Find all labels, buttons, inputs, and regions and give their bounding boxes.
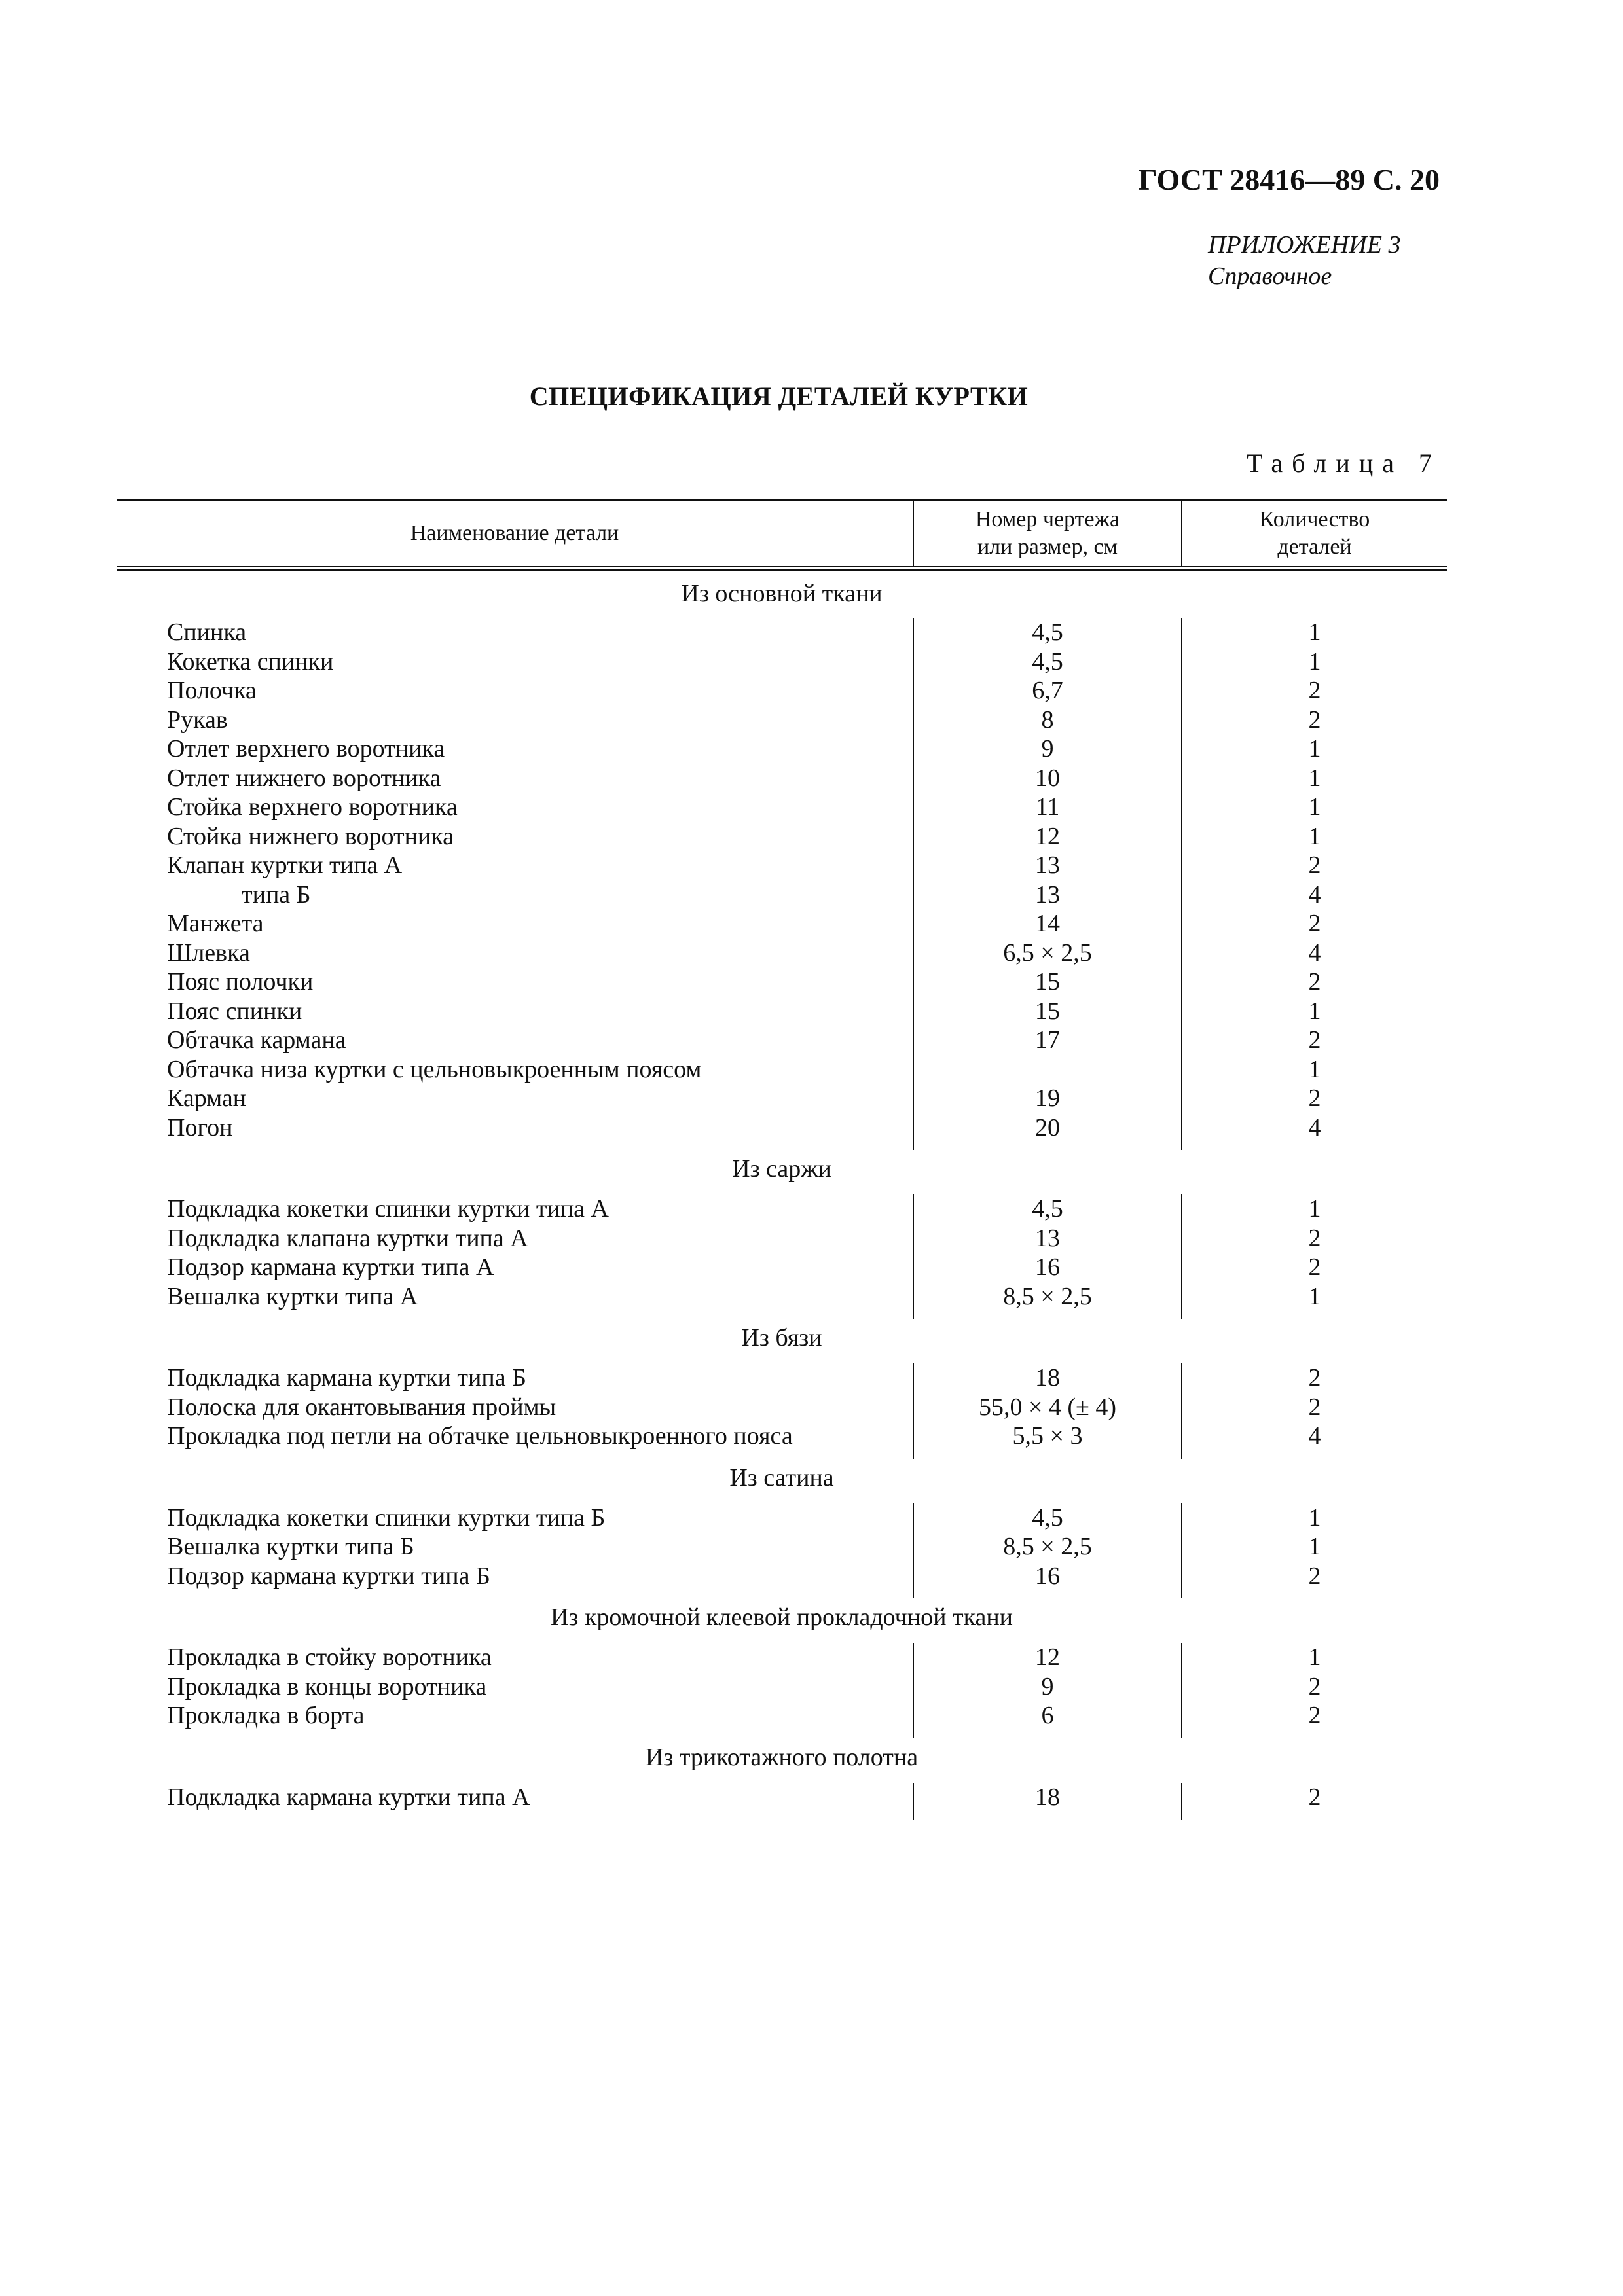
table-row	[117, 1532, 1447, 1562]
table-row	[117, 1194, 1447, 1224]
drawing-number: 9	[913, 1672, 1182, 1702]
detail-name: Пояс полочки	[167, 968, 314, 996]
detail-quantity: 4	[1182, 939, 1447, 968]
detail-name: Стойка верхнего воротника	[167, 793, 458, 821]
detail-name: Подзор кармана куртки типа Б	[167, 1562, 490, 1590]
detail-name: Вешалка куртки типа Б	[167, 1533, 414, 1560]
detail-quantity: 2	[1182, 1672, 1447, 1702]
table-label: Таблица 7	[1246, 448, 1441, 478]
detail-name: Подзор кармана куртки типа А	[167, 1253, 494, 1281]
drawing-number	[913, 1055, 1182, 1085]
table-header-row	[117, 500, 1447, 569]
spacer-cell	[1182, 1311, 1447, 1319]
detail-quantity: 1	[1182, 1055, 1447, 1085]
drawing-number: 9	[913, 734, 1182, 764]
detail-name: Подкладка кокетки спинки куртки типа Б	[167, 1503, 606, 1532]
drawing-number: 11	[913, 793, 1182, 822]
drawing-number: 4,5	[913, 618, 1182, 647]
drawing-number: 17	[913, 1026, 1182, 1055]
spacer-cell	[913, 1590, 1182, 1598]
detail-quantity: 1	[1182, 822, 1447, 852]
table-row	[117, 967, 1447, 997]
spacer-cell	[117, 1142, 913, 1150]
detail-quantity: 2	[1182, 1253, 1447, 1282]
detail-name: Карман	[167, 1085, 247, 1112]
drawing-number: 13	[913, 851, 1182, 880]
spacer-cell	[1182, 1590, 1447, 1598]
section-title: Из саржи	[732, 1155, 831, 1183]
detail-quantity: 2	[1182, 967, 1447, 997]
table-row	[117, 1253, 1447, 1282]
detail-name: Отлет верхнего воротника	[167, 735, 445, 762]
drawing-number: 12	[913, 1643, 1182, 1672]
drawing-number: 8	[913, 706, 1182, 735]
detail-name: Полоска для окантовывания проймы	[167, 1393, 556, 1421]
table-row	[117, 1113, 1447, 1143]
table-row	[117, 880, 1447, 910]
detail-name: Подкладка кокетки спинки куртки типа А	[167, 1195, 609, 1223]
table-row	[117, 851, 1447, 880]
table-row	[117, 1672, 1447, 1702]
spacer-cell	[117, 1311, 913, 1319]
table-row	[117, 1701, 1447, 1731]
detail-quantity: 4	[1182, 1113, 1447, 1143]
table-row	[117, 822, 1447, 852]
detail-quantity: 2	[1182, 1393, 1447, 1422]
section-title: Из основной ткани	[681, 580, 883, 607]
spacer-cell	[1182, 1731, 1447, 1738]
section-title: Из бязи	[741, 1324, 822, 1352]
table-row	[117, 793, 1447, 822]
table-row	[117, 1224, 1447, 1253]
drawing-number: 8,5 × 2,5	[913, 1282, 1182, 1312]
detail-name: Отлет нижнего воротника	[167, 764, 441, 792]
section-header-row	[117, 1738, 1447, 1783]
detail-quantity: 1	[1182, 647, 1447, 677]
detail-name: Стойка нижнего воротника	[167, 822, 454, 850]
spacer-cell	[117, 1731, 913, 1738]
appendix-type: Справочное	[1208, 262, 1332, 290]
detail-quantity: 2	[1182, 909, 1447, 939]
detail-name: Полочка	[167, 677, 257, 704]
detail-name: Вешалка куртки типа А	[167, 1282, 418, 1310]
detail-name: Подкладка кармана куртки типа А	[167, 1783, 530, 1811]
spacer-cell	[117, 1812, 913, 1820]
drawing-number: 10	[913, 764, 1182, 793]
document-number: ГОСТ 28416—89 С. 20	[1138, 163, 1440, 196]
table-row	[117, 1393, 1447, 1422]
section-spacer	[117, 1731, 1447, 1738]
spacer-cell	[913, 1731, 1182, 1738]
detail-quantity: 2	[1182, 1224, 1447, 1253]
spacer-cell	[117, 1590, 913, 1598]
detail-quantity: 1	[1182, 997, 1447, 1026]
detail-quantity: 2	[1182, 1026, 1447, 1055]
spacer-cell	[1182, 1812, 1447, 1820]
detail-name: Пояс спинки	[167, 997, 302, 1025]
column-header-quantity-line2: деталей	[1277, 535, 1352, 559]
detail-quantity: 2	[1182, 676, 1447, 706]
detail-quantity: 2	[1182, 1783, 1447, 1812]
drawing-number: 16	[913, 1253, 1182, 1282]
drawing-number: 19	[913, 1084, 1182, 1113]
table-row	[117, 1562, 1447, 1591]
drawing-number: 4,5	[913, 1503, 1182, 1533]
detail-name: типа Б	[167, 880, 311, 908]
detail-quantity: 1	[1182, 1532, 1447, 1562]
section-header-row	[117, 1598, 1447, 1643]
drawing-number: 6,7	[913, 676, 1182, 706]
section-title: Из трикотажного полотна	[645, 1743, 919, 1771]
spacer-cell	[913, 1812, 1182, 1820]
table-row	[117, 1422, 1447, 1451]
section-header-row	[117, 1150, 1447, 1194]
table-row	[117, 734, 1447, 764]
detail-quantity: 4	[1182, 880, 1447, 910]
detail-quantity: 1	[1182, 764, 1447, 793]
table-body	[117, 569, 1447, 1820]
drawing-number: 6	[913, 1701, 1182, 1731]
detail-quantity: 2	[1182, 1363, 1447, 1393]
table-row	[117, 1363, 1447, 1393]
detail-quantity: 1	[1182, 618, 1447, 647]
detail-name: Подкладка кармана куртки типа Б	[167, 1364, 526, 1391]
table-row	[117, 764, 1447, 793]
section-header-row	[117, 569, 1447, 619]
column-header-drawing	[913, 500, 1182, 569]
drawing-number: 15	[913, 997, 1182, 1026]
column-header-drawing-line1: Номер чертежа	[975, 507, 1120, 531]
detail-name: Подкладка клапана куртки типа А	[167, 1224, 528, 1252]
drawing-number: 4,5	[913, 1194, 1182, 1224]
table-row	[117, 1503, 1447, 1533]
section-spacer	[117, 1451, 1447, 1459]
drawing-number: 13	[913, 880, 1182, 910]
detail-name: Клапан куртки типа А	[167, 852, 403, 879]
drawing-number: 8,5 × 2,5	[913, 1532, 1182, 1562]
drawing-number: 5,5 × 3	[913, 1422, 1182, 1451]
detail-name: Прокладка под петли на обтачке цельновыкроенного пояса	[167, 1422, 793, 1450]
drawing-number: 18	[913, 1363, 1182, 1393]
drawing-number: 16	[913, 1562, 1182, 1591]
drawing-number: 20	[913, 1113, 1182, 1143]
detail-name: Рукав	[167, 706, 228, 734]
detail-quantity: 1	[1182, 734, 1447, 764]
detail-quantity: 1	[1182, 1282, 1447, 1312]
detail-name: Прокладка в концы воротника	[167, 1672, 487, 1700]
spacer-cell	[913, 1142, 1182, 1150]
table-row	[117, 706, 1447, 735]
detail-quantity: 2	[1182, 1701, 1447, 1731]
table-row	[117, 1643, 1447, 1672]
table-row	[117, 1084, 1447, 1113]
drawing-number: 14	[913, 909, 1182, 939]
spacer-cell	[117, 1451, 913, 1459]
table-row	[117, 1282, 1447, 1312]
spacer-cell	[1182, 1142, 1447, 1150]
detail-quantity: 1	[1182, 1194, 1447, 1224]
detail-name: Прокладка в борта	[167, 1702, 365, 1729]
table-row	[117, 647, 1447, 677]
detail-quantity: 2	[1182, 706, 1447, 735]
drawing-number: 12	[913, 822, 1182, 852]
detail-name: Обтачка низа куртки с цельновыкроенным поясом	[167, 1055, 702, 1083]
page-title: СПЕЦИФИКАЦИЯ ДЕТАЛЕЙ КУРТКИ	[529, 382, 1029, 411]
detail-name: Шлевка	[167, 939, 250, 967]
detail-quantity: 1	[1182, 1643, 1447, 1672]
table-row	[117, 939, 1447, 968]
detail-name: Обтачка кармана	[167, 1026, 346, 1054]
detail-name: Прокладка в стойку воротника	[167, 1643, 492, 1671]
detail-name: Спинка	[167, 619, 247, 646]
drawing-number: 18	[913, 1783, 1182, 1812]
section-spacer	[117, 1590, 1447, 1598]
section-title: Из сатина	[729, 1463, 834, 1492]
table-row	[117, 997, 1447, 1026]
drawing-number: 13	[913, 1224, 1182, 1253]
table-row	[117, 1783, 1447, 1812]
table-row	[117, 676, 1447, 706]
detail-name: Манжета	[167, 910, 264, 937]
table-row	[117, 618, 1447, 647]
section-spacer	[117, 1311, 1447, 1319]
column-header-name	[117, 500, 913, 569]
section-spacer	[117, 1812, 1447, 1820]
spacer-cell	[913, 1311, 1182, 1319]
section-spacer	[117, 1142, 1447, 1150]
column-header-drawing-line2: или размер, см	[977, 535, 1118, 559]
detail-quantity: 2	[1182, 851, 1447, 880]
spacer-cell	[913, 1451, 1182, 1459]
detail-name: Кокетка спинки	[167, 647, 334, 675]
drawing-number: 6,5 × 2,5	[913, 939, 1182, 968]
table-row	[117, 1026, 1447, 1055]
drawing-number: 4,5	[913, 647, 1182, 677]
drawing-number: 55,0 × 4 (± 4)	[913, 1393, 1182, 1422]
spacer-cell	[1182, 1451, 1447, 1459]
drawing-number: 15	[913, 967, 1182, 997]
section-header-row	[117, 1459, 1447, 1503]
detail-quantity: 2	[1182, 1084, 1447, 1113]
section-title: Из кромочной клеевой прокладочной ткани	[550, 1604, 1013, 1631]
column-header-name-text: Наименование детали	[410, 521, 619, 545]
column-header-quantity-line1: Количество	[1259, 507, 1370, 531]
section-header-row	[117, 1319, 1447, 1363]
detail-quantity: 4	[1182, 1422, 1447, 1451]
specification-table	[117, 499, 1447, 1820]
appendix-label: ПРИЛОЖЕНИЕ 3	[1208, 231, 1401, 259]
detail-quantity: 1	[1182, 1503, 1447, 1533]
detail-quantity: 1	[1182, 793, 1447, 822]
table-row	[117, 909, 1447, 939]
detail-name: Погон	[167, 1113, 233, 1141]
table-row	[117, 1055, 1447, 1085]
column-header-quantity	[1182, 500, 1447, 569]
detail-quantity: 2	[1182, 1562, 1447, 1591]
